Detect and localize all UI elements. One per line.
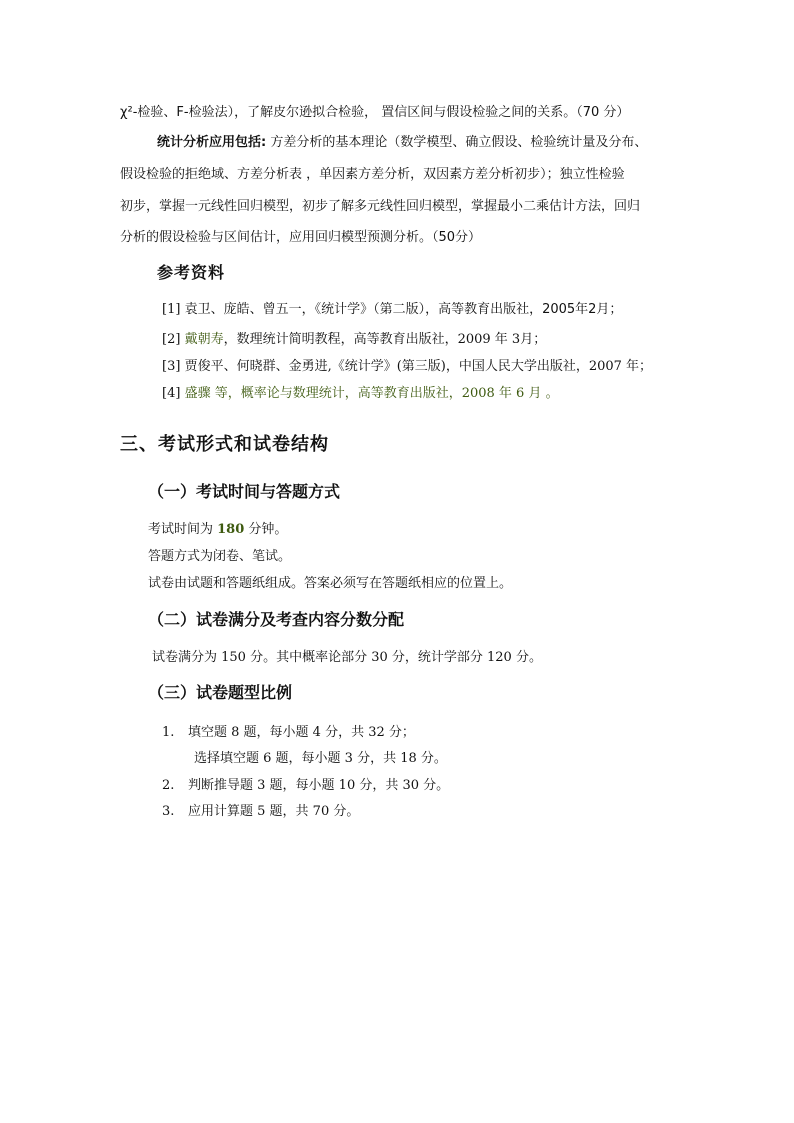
section-heading: 三、考试形式和试卷结构 (120, 434, 329, 455)
reference-number: [1] (162, 302, 181, 317)
stats-app-lead: 统计分析应用包括: (157, 135, 267, 150)
question-type-item (162, 803, 359, 821)
reference-text: 贾俊平、何晓群、金勇进,《统计学》(第三版)，中国人民大学出版社，2007 年； (184, 359, 653, 374)
exam-time-post: 分钟。 (244, 522, 288, 537)
reference-item (162, 358, 652, 376)
references-heading: 参考资料 (157, 263, 226, 282)
stats-app-line-1-rest: 方差分析的基本理论（数学模型、确立假设、检验统计量及分布、 (266, 135, 648, 150)
item-number: 2. (162, 778, 175, 793)
subsection-heading: （一）考试时间与答题方式 (148, 482, 341, 501)
reference-text: 盛骤 等，概率论与数理统计，高等教育出版社，2008 年 6 月 。 (184, 386, 559, 401)
item-text: 应用计算题 5 题，共 70 分。 (188, 804, 360, 819)
question-type-item (162, 777, 449, 795)
answer-method-line: 答题方式为闭卷、笔试。 (148, 549, 292, 564)
stats-app-line-2: 假设检验的拒绝域、方差分析表 ，单因素方差分析，双因素方差分析初步）；独立性检验 (120, 167, 625, 182)
score-distribution-line: 试卷满分为 150 分。其中概率论部分 30 分，统计学部分 120 分。 (152, 650, 542, 665)
reference-item (162, 331, 546, 349)
stats-app-line-3: 初步，掌握一元线性回归模型，初步了解多元线性回归模型，掌握最小二乘估计方法，回归 (120, 199, 641, 214)
item-text: 判断推导题 3 题，每小题 10 分，共 30 分。 (188, 778, 450, 793)
stats-app-line-4: 分析的假设检验与区间估计，应用回归模型预测分析。（50分） (120, 230, 482, 245)
reference-item (162, 301, 622, 319)
paper-composition-line: 试卷由试题和答题纸组成。答案必须写在答题纸相应的位置上。 (148, 576, 513, 591)
item-number: 3. (162, 804, 175, 819)
reference-author: 戴朝寿 (184, 332, 224, 347)
question-type-item (162, 750, 447, 768)
stats-app-line-1 (157, 134, 647, 152)
reference-text: 袁卫、庞皓、曾五一，《统计学》（第二版），高等教育出版社，2005年2月； (184, 302, 623, 317)
reference-number: [4] (162, 386, 181, 401)
item-text: 选择填空题 6 题，每小题 3 分，共 18 分。 (194, 751, 447, 766)
reference-item (162, 385, 559, 403)
subsection-heading: （二）试卷满分及考查内容分数分配 (148, 610, 405, 629)
reference-number: [2] (162, 332, 181, 347)
exam-time-value: 180 (217, 522, 245, 537)
paragraph-line: χ²-检验、F-检验法），了解皮尔逊拟合检验， 置信区间与假设检验之间的关系。（70 分） (120, 105, 630, 120)
exam-time-pre: 考试时间为 (148, 522, 218, 537)
item-number: 1. (162, 725, 175, 740)
question-type-item (162, 724, 415, 742)
item-text: 填空题 8 题，每小题 4 分，共 32 分； (188, 725, 415, 740)
reference-number: [3] (162, 359, 181, 374)
subsection-heading: （三）试卷题型比例 (148, 683, 293, 702)
reference-text: ，数理统计简明教程，高等教育出版社，2009 年 3月； (223, 332, 547, 347)
exam-time-line (148, 521, 287, 539)
